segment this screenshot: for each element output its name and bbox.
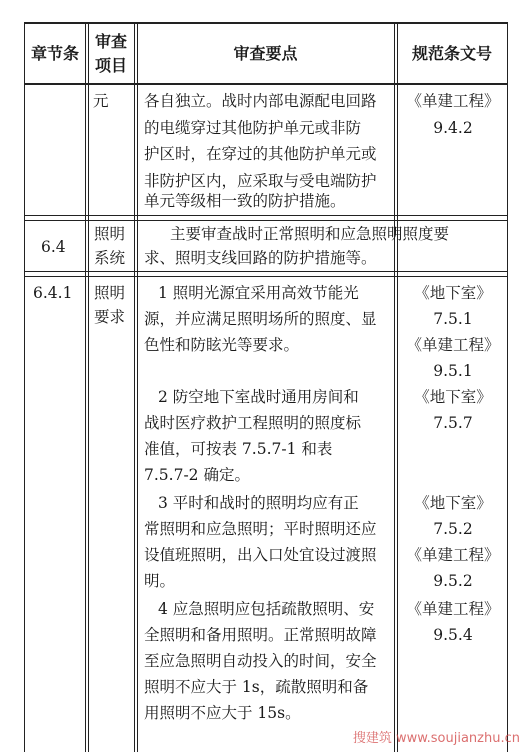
- row-divider-1: [24, 215, 508, 216]
- clause-ref: 7.5.2: [433, 520, 473, 538]
- table-top-border: [24, 22, 508, 24]
- clause-ref: 《地下室》: [414, 388, 492, 406]
- clause-ref: 《地下室》: [414, 284, 492, 302]
- key-point-line: 准值，可按表 7.5.7-1 和表: [144, 440, 333, 458]
- clause-ref: 9.4.2: [433, 118, 473, 137]
- clause-ref: 《单建工程》: [406, 336, 500, 354]
- header-item-line1: 审查: [94, 32, 127, 51]
- clause-ref: 7.5.7: [433, 414, 473, 432]
- section-number: 6.4.1: [33, 284, 73, 302]
- key-point-line: 照明不应大于 1s，疏散照明和备: [144, 678, 369, 696]
- clause-ref: 《单建工程》: [406, 92, 500, 110]
- key-point-line: 的电缆穿过其他防护单元或非防: [144, 118, 362, 137]
- key-point-line: 各自独立。战时内部电源配电回路: [144, 92, 377, 110]
- key-point-line: 色性和防眩光等要求。: [144, 336, 300, 354]
- item-cell-line2: 要求: [94, 308, 126, 326]
- header-clause-no: 规范条文号: [411, 44, 492, 63]
- key-point-line: 护区时，在穿过的其他防护单元或: [144, 145, 377, 163]
- col-border-1b: [88, 22, 89, 752]
- key-point-line: 战时医疗救护工程照明的照度标: [144, 414, 362, 432]
- clause-ref: 9.5.1: [433, 362, 473, 380]
- clause-ref: 9.5.2: [433, 572, 473, 590]
- item-cell-line1: 照明: [94, 225, 126, 243]
- key-point-line: 源，并应满足照明场所的照度、显: [144, 310, 377, 328]
- key-point-line: 至应急照明自动投入的时间，安全: [144, 652, 377, 670]
- key-point-line: 常照明和应急照明；平时照明还应: [144, 520, 377, 538]
- item-cell-line1: 照明: [94, 284, 126, 302]
- section-number: 6.4: [41, 238, 66, 256]
- key-point-line: 用照明不应大于 15s。: [144, 704, 301, 722]
- item-cell: 元: [93, 92, 109, 110]
- key-point-line: 单元等级相一致的防护措施。: [144, 192, 346, 210]
- key-point-line: 7.5.7-2 确定。: [144, 466, 250, 484]
- key-point-line: 主要审查战时正常照明和应急照明照度要: [170, 225, 450, 243]
- key-point-line: 设值班照明，出入口处宜设过渡照: [144, 546, 377, 564]
- key-point-line: 全照明和备用照明。正常照明故障: [144, 626, 377, 644]
- key-point-line: 3 平时和战时的照明均应有正: [158, 494, 359, 512]
- clause-ref: 《单建工程》: [406, 600, 500, 618]
- header-key-points: 审查要点: [233, 44, 298, 63]
- clause-ref: 9.5.4: [433, 626, 473, 644]
- col-border-1: [85, 22, 86, 752]
- item-cell-line2: 系统: [94, 249, 126, 267]
- key-point-line: 1 照明光源宜采用高效节能光: [158, 284, 359, 302]
- col-border-2b: [137, 22, 138, 752]
- col-border-left: [24, 22, 25, 752]
- header-bottom-border: [24, 83, 508, 85]
- clause-ref: 《单建工程》: [406, 546, 500, 564]
- key-point-line: 非防护区内，应采取与受电端防护: [144, 171, 377, 190]
- header-item-line2: 项目: [94, 56, 127, 75]
- col-border-2: [134, 22, 135, 752]
- row-divider-4: [24, 276, 508, 277]
- key-point-line: 明。: [144, 572, 176, 590]
- key-point-line: 4 应急照明应包括疏散照明、安: [158, 600, 375, 618]
- clause-ref: 7.5.1: [433, 310, 473, 328]
- clause-ref: 《地下室》: [414, 494, 492, 512]
- key-point-line: 2 防空地下室战时通用房间和: [158, 388, 359, 406]
- site-watermark: 搜建筑 www.soujianzhu.cn: [352, 731, 520, 746]
- key-point-line: 求、照明支线回路的防护措施等。: [144, 249, 377, 267]
- header-section: 章节条: [30, 44, 79, 63]
